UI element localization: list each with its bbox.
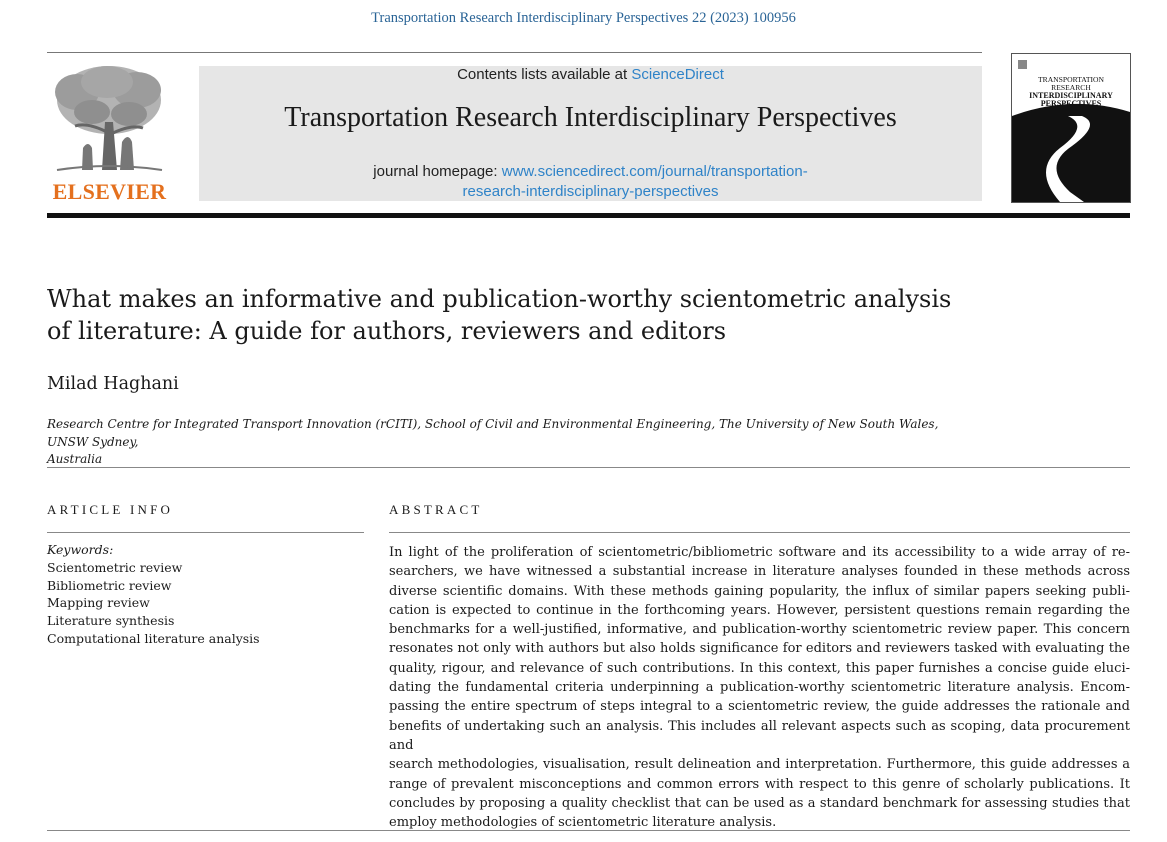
article-info-rule <box>47 532 364 533</box>
abstract-line: diverse scientific domains. With these methods gaining popularity, the influx of similar papers seeking publi- <box>389 583 1130 599</box>
elsevier-logo[interactable] <box>47 62 172 207</box>
abstract-line: quality, rigour, and relevance of such contributions. In this context, this paper furnishes a concise guide eluci- <box>389 660 1130 676</box>
homepage-link-line2[interactable]: research-interdisciplinary-perspectives <box>462 183 719 200</box>
journal-citation[interactable]: Transportation Research Interdisciplinary Perspectives 22 (2023) 100956 <box>371 10 796 26</box>
cover-title <box>1016 76 1126 108</box>
journal-banner <box>199 66 982 201</box>
abstract-line: resonates not only with authors but also holds significance for editors and reviewers tasked with evaluating the <box>389 641 1130 657</box>
cover-title-line4-text: PERSPECTIVES <box>1040 99 1102 108</box>
abstract-line: search methodologies, visualisation, result delineation and interpretation. Furthermore, this guide addresses a <box>389 757 1130 773</box>
journal-homepage <box>199 162 982 202</box>
keywords-label: Keywords: <box>47 542 114 557</box>
keyword-item: Scientometric review <box>47 559 183 575</box>
abstract-rule <box>389 532 1130 533</box>
section-divider <box>47 467 1130 468</box>
keyword-item: Bibliometric review <box>47 577 172 593</box>
keyword-item: Computational literature analysis <box>47 630 260 646</box>
article-title-line2: of literature: A guide for authors, reviewers and editors <box>47 317 727 345</box>
article-info-heading: ARTICLE INFO <box>47 502 174 517</box>
cover-title-line4 <box>1016 100 1126 108</box>
homepage-link-line1[interactable]: www.sciencedirect.com/journal/transportation- <box>501 163 808 180</box>
cover-title-line1: TRANSPORTATION <box>1037 75 1105 84</box>
elsevier-wordmark: ELSEVIER <box>52 179 167 204</box>
contents-prefix: Contents lists available at <box>457 66 632 83</box>
author-affiliation <box>47 416 977 469</box>
abstract-line: benefits of undertaking such an analysis. This includes all relevant aspects such as scoping, data procurement and <box>389 718 1130 753</box>
affiliation-line2: Australia <box>47 452 103 466</box>
cover-title-line3-text: INTERDISCIPLINARY <box>1029 91 1113 100</box>
header-thick-rule <box>47 213 1130 218</box>
article-author[interactable]: Milad Haghani <box>47 374 179 394</box>
journal-cover[interactable] <box>1011 53 1131 203</box>
affiliation-line1: Research Centre for Integrated Transport Innovation (rCITI), School of Civil and Environmental Engineering, The University of New South Wales, UNSW Sydney, <box>47 417 939 449</box>
abstract-line: In light of the proliferation of scientometric/bibliometric software and its accessibility to a wide array of re- <box>389 545 1130 560</box>
abstract-text <box>389 543 1130 832</box>
abstract-line: passing the entire spectrum of steps integral to a scientometric review, the guide addresses the rationale and <box>389 699 1130 715</box>
sciencedirect-link[interactable]: ScienceDirect <box>631 66 724 83</box>
abstract-line: concludes by proposing a quality checklist that can be used as a standard benchmark for assessing studies that <box>389 795 1130 811</box>
cover-title-line2: RESEARCH <box>1051 83 1091 92</box>
keywords-block <box>47 541 364 648</box>
journal-title: Transportation Research Interdisciplinary Perspectives <box>284 102 897 133</box>
contents-line <box>199 66 982 83</box>
homepage-prefix: journal homepage: <box>373 163 502 180</box>
elsevier-tree-logo-icon <box>47 62 172 177</box>
header-top-rule <box>47 52 982 53</box>
article-title-line1: What makes an informative and publication-worthy scientometric analysis <box>47 285 952 313</box>
abstract-line: cation is expected to continue in the forthcoming years. However, persistent questions remain regarding the <box>389 602 1130 618</box>
abstract-heading: ABSTRACT <box>389 502 483 517</box>
abstract-line: employ methodologies of scientometric literature analysis. <box>389 815 777 831</box>
abstract-line: dating the fundamental criteria underpinning a publication-worthy scientometric literature analysis. Encom- <box>389 680 1130 696</box>
keyword-item: Literature synthesis <box>47 613 175 629</box>
abstract-line: benchmarks for a well-justified, informative, and publication-worthy scientometric review paper. This concern <box>389 622 1130 638</box>
abstract-line: range of prevalent misconceptions and common errors with respect to this genre of scholarly publications. It <box>389 776 1130 792</box>
footer-rule <box>47 830 1130 831</box>
abstract-line: searchers, we have witnessed a substantial increase in literature analyses founded in these methods across <box>389 564 1130 580</box>
article-title <box>47 283 1047 347</box>
keyword-item: Mapping review <box>47 595 150 611</box>
